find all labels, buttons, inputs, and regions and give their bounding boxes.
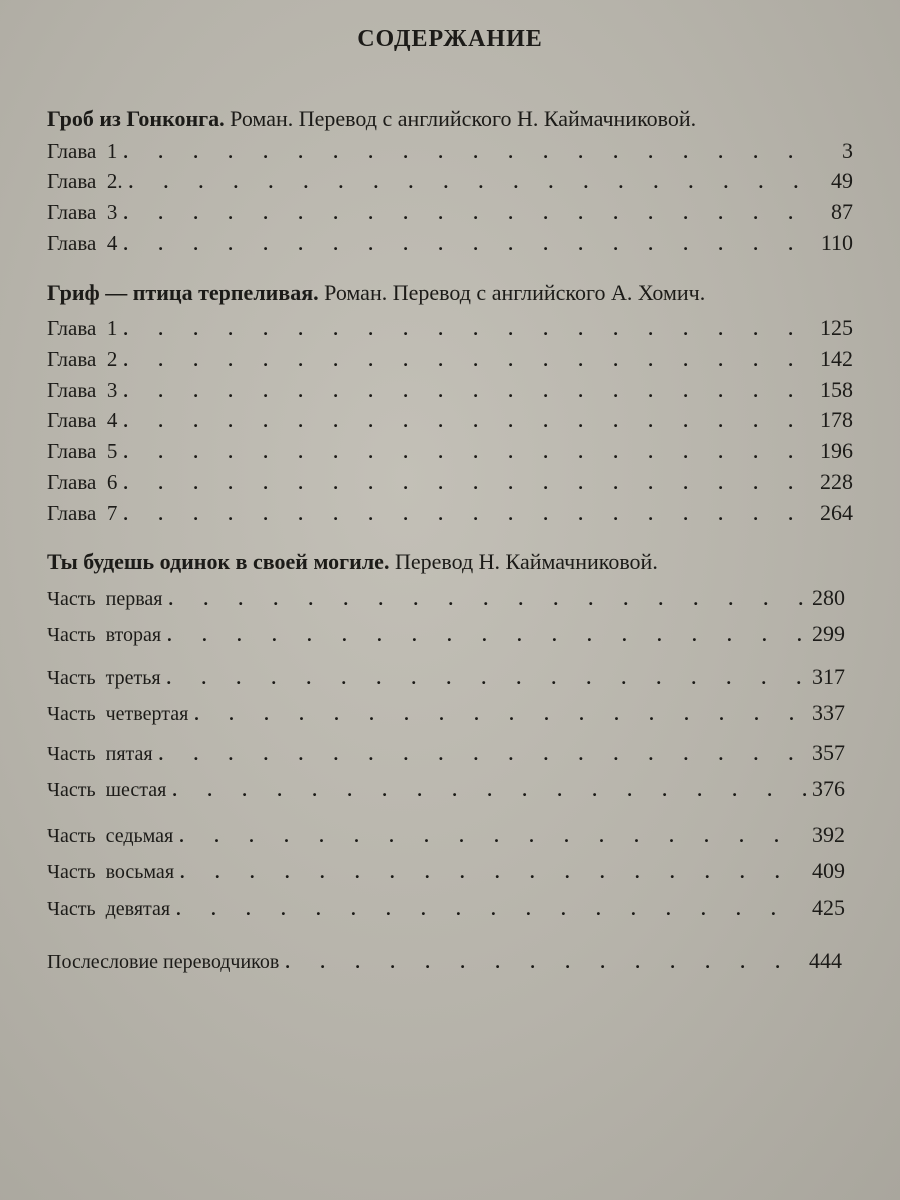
work-title [47,106,696,132]
entry-label: Часть пятая [47,743,153,765]
entry-label: Часть четвертая [47,703,189,725]
page-title: СОДЕРЖАНИЕ [357,26,543,52]
entry-label: Часть первая [47,588,163,610]
toc-entry[interactable] [47,858,845,888]
entry-label: Часть вторая [47,624,162,646]
toc-entry-afterword[interactable] [47,948,842,978]
entry-label: Глава 2. [47,169,123,193]
entry-page: 337 [812,700,845,725]
entry-page: 125 [820,315,853,340]
entry-label: Часть шестая [47,779,167,801]
toc-entry[interactable] [47,621,845,651]
entry-label: Часть восьмая [47,861,175,883]
dot-leader [194,704,806,725]
entry-page: 317 [812,664,845,689]
entry-label: Глава 1 [47,316,118,340]
entry-label: Часть седьмая [47,825,174,847]
dot-leader [176,899,806,920]
dot-leader [123,442,814,463]
entry-page: 178 [820,407,853,432]
work-title-bold: Ты будешь одинок в своей могиле. [47,549,390,574]
entry-label: Глава 5 [47,439,118,463]
entry-page: 425 [812,895,845,920]
toc-entry[interactable] [47,500,853,530]
dot-leader [159,744,806,765]
dot-leader [167,625,806,646]
entry-page: 87 [831,199,853,224]
toc-entry[interactable] [47,664,845,694]
entry-page: 3 [842,138,853,163]
toc-entry[interactable] [47,438,853,468]
entry-page: 142 [820,346,853,371]
entry-label: Глава 4 [47,408,118,432]
toc-entry[interactable] [47,315,853,345]
entry-page: 196 [820,438,853,463]
dot-leader [123,234,814,255]
entry-page: 264 [820,500,853,525]
entry-label: Глава 1 [47,139,118,163]
toc-entry[interactable] [47,895,845,925]
entry-page: 49 [831,168,853,193]
entry-label: Послесловие переводчиков [47,951,280,973]
entry-label: Глава 3 [47,378,118,402]
entry-page: 299 [812,621,845,646]
work-title [47,280,705,306]
entry-page: 158 [820,377,853,402]
dot-leader [123,350,814,371]
toc-entry[interactable] [47,407,853,437]
toc-entry[interactable] [47,776,845,806]
work-title-bold: Гриф — птица терпеливая. [47,280,319,305]
dot-leader [123,504,814,525]
entry-label: Глава 2 [47,347,118,371]
dot-leader [123,319,814,340]
entry-page: 392 [812,822,845,847]
toc-entry[interactable] [47,138,853,168]
dot-leader [123,203,817,224]
work-title-rest: Перевод Н. Каймачниковой. [389,549,658,574]
entry-label: Глава 7 [47,501,118,525]
entry-label: Часть девятая [47,898,171,920]
dot-leader [167,668,806,689]
work-title [47,549,658,575]
entry-page: 409 [812,858,845,883]
toc-entry[interactable] [47,230,853,260]
work-title-rest: Роман. Перевод с английского А. Хомич. [318,280,706,305]
dot-leader [285,952,803,973]
toc-entry[interactable] [47,469,853,499]
entry-page: 280 [812,585,845,610]
toc-entry[interactable] [47,199,853,229]
toc-entry[interactable] [47,585,845,615]
dot-leader [179,826,806,847]
dot-leader [180,862,806,883]
dot-leader [129,172,817,193]
entry-page: 444 [809,948,842,973]
dot-leader [168,589,806,610]
toc-entry[interactable] [47,700,845,730]
toc-entry[interactable] [47,168,853,198]
entry-label: Глава 4 [47,231,118,255]
entry-label: Глава 6 [47,470,118,494]
toc-entry[interactable] [47,346,853,376]
toc-entry[interactable] [47,740,845,770]
entry-page: 357 [812,740,845,765]
dot-leader [123,473,814,494]
work-title-rest: Роман. Перевод с английского Н. Каймачниковой. [224,106,697,131]
toc-entry[interactable] [47,822,845,852]
dot-leader [123,142,817,163]
entry-label: Глава 3 [47,200,118,224]
dot-leader [172,780,806,801]
entry-page: 228 [820,469,853,494]
entry-label: Часть третья [47,667,161,689]
toc-entry[interactable] [47,377,853,407]
dot-leader [123,381,814,402]
entry-page: 376 [812,776,845,801]
entry-page: 110 [820,230,853,255]
dot-leader [123,411,814,432]
work-title-bold: Гроб из Гонконга. [47,106,225,131]
